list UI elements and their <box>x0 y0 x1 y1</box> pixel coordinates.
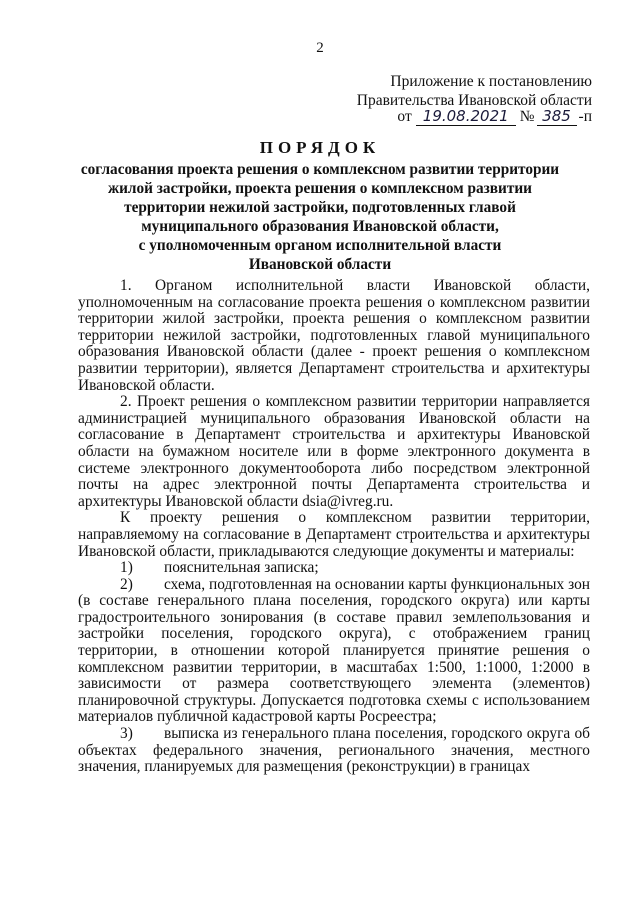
subtitle-line: согласования проекта решения о комплексном развитии территории <box>80 161 560 178</box>
subtitle-line: Ивановской области <box>248 256 392 273</box>
subtitle-line: территории нежилой застройки, подготовленных главой <box>124 199 516 216</box>
list-item-text: схема, подготовленная на основании карты функциональных зон (в составе генерального плана поселения, городского округа) или карты градостроительного зонирования (в составе правил землепользования и застройки поселения, городского округа), с отображением границ территории, в отношении которой планируется принятие решения о комплексном развитии территории, в масштабах 1:500, 1:1000, 1:2000 в зависимости от размера соответствующего элемента (элементов) планировочной структуры. Допускается подготовка схемы с использованием материалов публичной кадастровой карты Росреестра; <box>78 575 590 726</box>
paragraph-3: К проекту решения о комплексном развитии территории, направляемому на согласование в Департамент строительства и архитектуры Ивановской области, прикладываются следующие документы и материалы: <box>78 509 590 560</box>
document-title: ПОРЯДОК <box>259 138 381 157</box>
list-item-number: 2) <box>120 575 133 593</box>
page-number: 2 <box>316 40 324 56</box>
annex-number-suffix: -п <box>578 108 592 125</box>
annex-number-label: № <box>519 108 535 125</box>
document-subtitle <box>70 160 570 274</box>
list-item <box>78 560 590 577</box>
list-item-number: 1) <box>120 559 133 577</box>
list-item-number: 3) <box>120 725 133 743</box>
subtitle-line: с уполномоченным органом исполнительной власти <box>138 237 502 254</box>
annex-from-label: от <box>397 108 412 125</box>
annex-date-number-line <box>397 107 592 126</box>
annex-date-handwritten: 19.08.2021 <box>416 107 516 126</box>
paragraph-2: 2. Проект решения о комплексном развитии территории направляется администрацией муниципального образования Ивановской области на согласование в Департамент строительства и архитектуры Ивановской области на бумажном носителе или в форме электронного документа в системе электронного документооборота либо посредством электронной почты на адрес электронной почты Департамента строительства и архитектуры Ивановской области dsia@ivreg.ru. <box>78 393 590 510</box>
document-body <box>78 278 590 776</box>
subtitle-line: жилой застройки, проекта решения о комплексном развитии <box>108 180 532 197</box>
list-item-text: пояснительная записка; <box>164 559 319 577</box>
annex-line-1: Приложение к постановлению <box>390 73 592 90</box>
list-item <box>78 726 590 776</box>
annex-line-2: Правительства Ивановской области <box>356 92 592 109</box>
subtitle-line: муниципального образования Ивановской области, <box>141 218 499 235</box>
annex-number-handwritten: 385 <box>537 107 577 126</box>
list-item <box>78 577 590 726</box>
paragraph-1: 1. Органом исполнительной власти Ивановской области, уполномоченным на согласование проекта решения о комплексном развитии территории жилой застройки, проекта решения о комплексном развитии территории нежилой застройки, подготовленных главой муниципального образования Ивановской области (далее - проект решения о комплексном развитии территории), является Департамент строительства и архитектуры Ивановской области. <box>78 277 590 394</box>
list-item-text: выписка из генерального плана поселения, городского округа об объектах федерального значения, регионального значения, местного значения, планируемых для размещения (реконструкции) в границах <box>78 725 590 776</box>
